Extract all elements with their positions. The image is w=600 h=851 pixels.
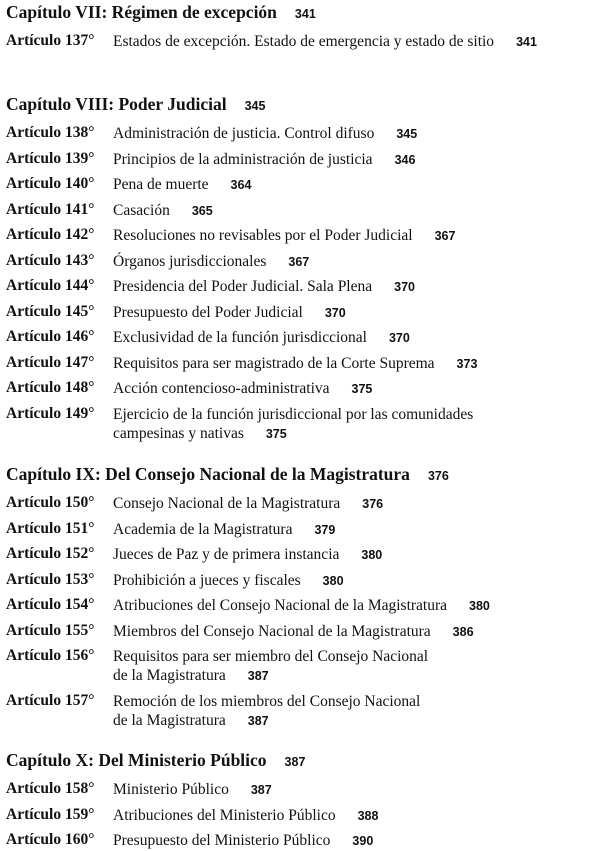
toc-entry <box>6 124 596 142</box>
chapter-title: Capítulo VII: Régimen de excepción <box>6 2 277 22</box>
article-title-line: Resoluciones no revisables por el Poder Judicial 367 <box>113 227 456 244</box>
toc-entry <box>6 226 596 244</box>
article-title <box>113 379 372 399</box>
page-number: 390 <box>352 834 374 848</box>
article-number: Artículo 143° <box>6 251 95 269</box>
toc-entry <box>6 32 596 50</box>
article-title <box>113 328 410 348</box>
article-number: Artículo 141° <box>6 200 95 218</box>
article-title-line: Miembros del Consejo Nacional de la Magistratura 386 <box>113 622 474 640</box>
article-number: Artículo 154° <box>6 596 95 613</box>
page-number: 379 <box>314 522 336 537</box>
article-number: Artículo 155° <box>6 621 95 639</box>
article-title <box>113 571 344 591</box>
article-title <box>113 520 335 540</box>
page-number: 373 <box>456 356 478 371</box>
page-number: 341 <box>294 7 316 21</box>
page-number: 367 <box>288 254 310 269</box>
article-title-line: de la Magistratura 387 <box>113 667 269 684</box>
toc-entry <box>6 150 596 168</box>
page-number: 345 <box>396 127 418 141</box>
article-title-line: Atribuciones del Consejo Nacional de la Magistratura 380 <box>113 597 490 614</box>
article-number: Artículo 137° <box>6 32 95 49</box>
toc-entry <box>6 494 596 512</box>
chapter-title: Capítulo X: Del Ministerio Público <box>6 750 267 770</box>
article-number: Artículo 146° <box>6 328 95 345</box>
page-number: 380 <box>361 548 383 562</box>
article-title-line: Academia de la Magistratura 379 <box>113 520 336 538</box>
article-title-line: Ministerio Público 387 <box>113 781 272 798</box>
article-number: Artículo 148° <box>6 379 95 396</box>
article-title-line: Presidencia del Poder Judicial. Sala Plena 370 <box>113 278 415 295</box>
article-title-line: Pena de muerte 364 <box>113 176 252 193</box>
article-title-line: Prohibición a jueces y fiscales 380 <box>113 571 344 589</box>
article-number: Artículo 140° <box>6 175 95 192</box>
toc-entry <box>6 596 596 614</box>
toc-entry <box>6 622 596 640</box>
article-number: Artículo 151° <box>6 519 95 537</box>
article-title-line: Requisitos para ser miembro del Consejo Nacional <box>113 648 429 665</box>
page-number: 387 <box>247 669 269 683</box>
article-number: Artículo 152° <box>6 545 95 562</box>
article-title-line: Consejo Nacional de la Magistratura 376 <box>113 495 384 512</box>
article-number: Artículo 156° <box>6 647 95 664</box>
article-title-line: Casación 365 <box>113 201 213 219</box>
page-number: 376 <box>362 497 384 511</box>
article-title-line: Remoción de los miembros del Consejo Nacional <box>113 692 421 710</box>
article-title <box>113 831 373 851</box>
article-title-line: Órganos jurisdiccionales 367 <box>113 252 310 270</box>
chapter-heading <box>6 2 316 23</box>
chapter-title: Capítulo IX: Del Consejo Nacional de la Magistratura <box>6 464 410 484</box>
article-title <box>113 622 474 642</box>
page-number: 367 <box>434 229 456 243</box>
article-number: Artículo 138° <box>6 124 95 141</box>
toc-entry <box>6 405 596 442</box>
article-title-line: Jueces de Paz y de primera instancia 380 <box>113 546 383 563</box>
page-number: 370 <box>324 305 346 320</box>
article-number: Artículo 147° <box>6 353 95 371</box>
page-number: 345 <box>244 99 266 113</box>
article-number: Artículo 160° <box>6 831 95 848</box>
toc-entry <box>6 175 596 193</box>
article-number: Artículo 144° <box>6 277 95 294</box>
article-title <box>113 303 346 323</box>
article-title-line: de la Magistratura 387 <box>113 711 269 729</box>
article-title-line: Ejercicio de la función jurisdiccional por las comunidades <box>113 405 474 423</box>
article-title-line: Administración de justicia. Control difuso 345 <box>113 125 418 142</box>
article-title <box>113 175 251 195</box>
page-number: 376 <box>427 469 449 483</box>
chapter-title: Capítulo VIII: Poder Judicial <box>6 94 227 114</box>
article-title-line: campesinas y nativas 375 <box>113 424 287 442</box>
article-title-line: Acción contencioso-administrativa 375 <box>113 380 373 397</box>
toc-entry <box>6 379 596 397</box>
toc-entry <box>6 571 596 589</box>
page-number: 388 <box>357 808 379 823</box>
toc-entry <box>6 520 596 538</box>
article-title-line: Requisitos para ser magistrado de la Corte Suprema 373 <box>113 354 478 372</box>
article-title-line: Exclusividad de la función jurisdiccional 370 <box>113 329 410 346</box>
toc-entry <box>6 354 596 372</box>
page-number: 364 <box>230 178 252 192</box>
article-title <box>113 405 473 444</box>
article-title <box>113 277 415 297</box>
article-number: Artículo 153° <box>6 570 95 588</box>
article-title <box>113 354 477 374</box>
article-title <box>113 494 383 514</box>
page-number: 386 <box>452 624 474 639</box>
toc-entry <box>6 545 596 563</box>
article-title <box>113 124 417 144</box>
article-title <box>113 201 213 221</box>
article-title <box>113 780 272 800</box>
article-number: Artículo 142° <box>6 226 95 243</box>
article-title-line: Presupuesto del Poder Judicial 370 <box>113 303 346 321</box>
toc-entry <box>6 831 596 849</box>
page-number: 375 <box>265 426 287 441</box>
article-title <box>113 252 309 272</box>
article-title <box>113 32 537 52</box>
article-title-line: Principios de la administración de justicia 346 <box>113 150 416 168</box>
toc-entry <box>6 647 596 684</box>
article-number: Artículo 157° <box>6 691 95 709</box>
article-title-line: Atribuciones del Ministerio Público 388 <box>113 806 379 824</box>
toc-entry <box>6 201 596 219</box>
article-number: Artículo 150° <box>6 494 95 511</box>
toc-entry <box>6 806 596 824</box>
page-number: 387 <box>250 783 272 797</box>
article-number: Artículo 158° <box>6 780 95 797</box>
chapter-heading <box>6 94 265 115</box>
article-title <box>113 647 428 686</box>
article-number: Artículo 145° <box>6 302 95 320</box>
page-number: 370 <box>388 331 410 345</box>
page-number: 380 <box>469 599 490 613</box>
article-title-line: Presupuesto del Ministerio Público 390 <box>113 832 374 849</box>
page-number: 341 <box>516 35 537 49</box>
page-number: 387 <box>284 755 306 769</box>
chapter-heading <box>6 464 449 485</box>
article-title <box>113 692 420 731</box>
page-number: 346 <box>394 152 416 167</box>
toc-entry <box>6 328 596 346</box>
page-number: 375 <box>351 382 373 396</box>
article-title <box>113 226 455 246</box>
toc-entry <box>6 303 596 321</box>
article-title <box>113 545 382 565</box>
toc-entry <box>6 780 596 798</box>
article-title <box>113 150 415 170</box>
page-number: 380 <box>322 573 344 588</box>
article-number: Artículo 139° <box>6 149 95 167</box>
page-number: 387 <box>247 713 269 728</box>
chapter-heading <box>6 750 305 771</box>
article-number: Artículo 149° <box>6 404 95 422</box>
article-title <box>113 596 490 616</box>
article-number: Artículo 159° <box>6 805 95 823</box>
toc-entry <box>6 277 596 295</box>
article-title <box>113 806 378 826</box>
toc-entry <box>6 692 596 729</box>
page-number: 370 <box>394 280 415 294</box>
page-number: 365 <box>191 203 213 218</box>
article-title-line: Estados de excepción. Estado de emergencia y estado de sitio 341 <box>113 33 537 50</box>
toc-entry <box>6 252 596 270</box>
